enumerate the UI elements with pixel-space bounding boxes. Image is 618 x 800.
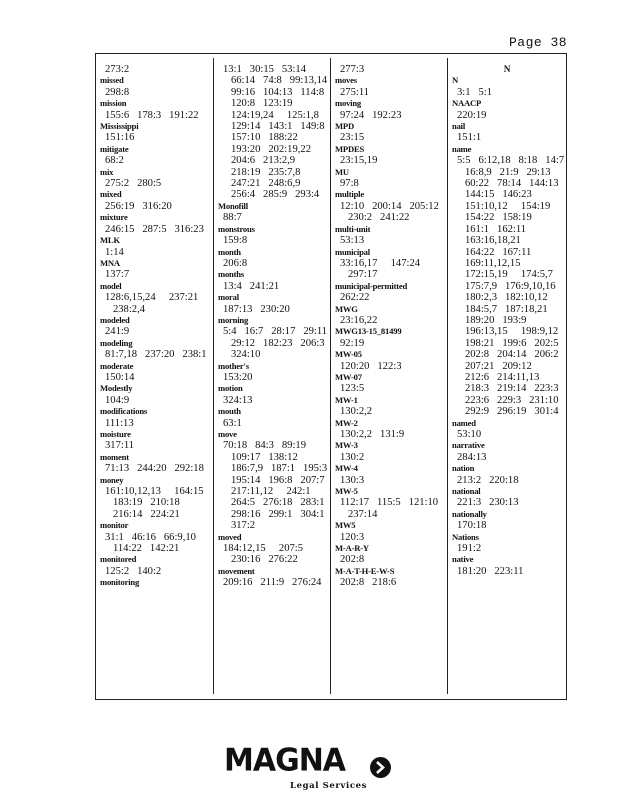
arrow-circle-icon <box>370 757 391 778</box>
index-reference: 161:10,12,13 164:15 <box>105 486 204 498</box>
index-term: Nations <box>452 531 479 542</box>
index-term: MW-4 <box>335 463 358 474</box>
index-reference: 298:16 299:1 304:1 <box>223 508 325 520</box>
index-term: mission <box>100 98 127 109</box>
index-reference: 180:2,3 182:10,12 <box>457 292 548 304</box>
index-reference: 183:19 210:18 <box>105 497 180 509</box>
index-reference: 99:16 104:13 114:8 <box>223 86 325 98</box>
index-reference: 71:13 244:20 292:18 <box>105 463 204 475</box>
index-term: motion <box>218 383 243 394</box>
index-reference: 275:2 280:5 <box>105 178 162 190</box>
index-reference: 317:2 <box>223 520 256 532</box>
index-reference: 297:17 <box>340 269 378 281</box>
index-reference: 206:8 <box>223 257 248 269</box>
index-reference: 187:13 230:20 <box>223 303 290 315</box>
index-term: monitoring <box>100 577 140 588</box>
index-reference: 209:16 211:9 276:24 <box>223 577 322 589</box>
index-term: MW-3 <box>335 440 358 451</box>
index-term: MW-07 <box>335 371 362 382</box>
index-term: narrative <box>452 440 485 451</box>
index-reference: 181:20 223:11 <box>457 565 524 577</box>
index-reference: 277:3 <box>340 64 365 75</box>
index-reference: 256:4 285:9 293:4 <box>223 189 320 201</box>
index-term: mitigate <box>100 143 129 154</box>
index-reference: 114:22 142:21 <box>105 543 180 555</box>
index-term: moved <box>218 531 242 542</box>
index-term: monitored <box>100 554 137 565</box>
index-term: months <box>218 269 245 280</box>
index-reference: 155:6 178:3 191:22 <box>105 109 199 121</box>
index-term: MU <box>335 166 349 177</box>
index-term: movement <box>218 565 255 576</box>
index-term: nail <box>452 121 466 132</box>
index-term: MW-1 <box>335 394 358 405</box>
index-reference: 120:20 122:3 <box>340 360 402 372</box>
index-term: mixture <box>100 212 128 223</box>
index-term: MPDES <box>335 143 365 154</box>
index-reference: 12:10 200:14 205:12 <box>340 200 439 212</box>
logo-subtitle: Legal Services <box>290 781 367 791</box>
index-term: Monofill <box>218 200 248 211</box>
index-reference: 13:4 241:21 <box>223 280 280 292</box>
index-reference: 238:2,4 <box>105 303 146 315</box>
index-reference: 184:12,15 207:5 <box>223 543 304 555</box>
index-reference: 218:19 235:7,8 <box>223 166 301 178</box>
index-term: money <box>100 474 124 485</box>
index-reference: 63:1 <box>223 417 242 429</box>
index-reference: 60:22 78:14 144:13 <box>457 178 559 190</box>
index-reference: 5:5 6:12,18 8:18 14:7 <box>457 155 565 167</box>
index-reference: 151:16 <box>105 132 135 144</box>
index-term: N <box>452 75 459 86</box>
index-term: MW5 <box>335 520 356 531</box>
index-reference: 169:11,12,15 <box>457 257 521 269</box>
index-reference: 109:17 138:12 <box>223 451 298 463</box>
index-reference: 88:7 <box>223 212 242 224</box>
index-reference: 246:15 287:5 316:23 <box>105 223 204 235</box>
index-reference: 298:8 <box>105 86 130 98</box>
index-term: MW-05 <box>335 349 362 360</box>
index-reference: 230:16 276:22 <box>223 554 298 566</box>
index-term: nationally <box>452 508 487 519</box>
index-term: MPD <box>335 121 354 132</box>
index-term: moisture <box>100 429 131 439</box>
index-reference: 220:19 <box>457 109 487 121</box>
index-reference: 111:13 <box>105 417 134 429</box>
index-reference: 221:3 230:13 <box>457 497 519 509</box>
index-reference: 256:19 316:20 <box>105 200 172 212</box>
index-term: model <box>100 280 122 291</box>
index-term: modeled <box>100 314 130 325</box>
index-term: NAACP <box>452 98 482 109</box>
index-reference: 130:3 <box>340 474 365 486</box>
index-term: national <box>452 486 481 497</box>
index-term: multi-unit <box>335 223 371 234</box>
index-term: municipal-permitted <box>335 280 408 291</box>
index-column-4 <box>452 64 565 577</box>
index-term: monstrous <box>218 223 255 234</box>
index-reference: 172:15,19 174:5,7 <box>457 269 553 281</box>
index-reference: 284:13 <box>457 451 487 463</box>
index-reference: 31:1 46:16 66:9,10 <box>105 531 196 543</box>
index-term: M-A-R-Y <box>335 543 369 554</box>
index-reference: 123:5 <box>340 383 365 395</box>
index-reference: 81:7,18 237:20 238:1 <box>105 349 207 361</box>
index-term: nation <box>452 463 475 474</box>
index-column-1 <box>100 64 208 589</box>
index-reference: 191:2 <box>457 543 482 555</box>
index-term: N <box>503 64 511 74</box>
index-reference: 264:5 276:18 283:1 <box>223 497 325 509</box>
index-reference: 196:13,15 198:9,12 <box>457 326 559 338</box>
index-term: month <box>218 246 241 257</box>
index-reference: 53:13 <box>340 235 365 247</box>
index-term: moving <box>335 98 362 109</box>
index-reference: 262:22 <box>340 292 370 304</box>
index-reference: 23:15,19 <box>340 155 378 167</box>
index-term: native <box>452 554 474 565</box>
index-term: Mississippi <box>100 121 139 132</box>
index-term: MWG <box>335 303 358 314</box>
index-reference: 213:2 220:18 <box>457 474 519 486</box>
index-reference: 130:2,2 131:9 <box>340 429 405 440</box>
index-reference: 3:1 5:1 <box>457 86 493 98</box>
index-reference: 97:8 <box>340 178 359 190</box>
index-reference: 202:8 <box>340 554 365 566</box>
index-reference: 157:10 188:22 <box>223 132 298 144</box>
index-reference: 324:13 <box>223 394 253 406</box>
index-term: morning <box>218 314 249 325</box>
index-reference: 163:16,18,21 <box>457 235 521 247</box>
index-term: mixed <box>100 189 122 200</box>
index-reference: 154:22 158:19 <box>457 212 532 224</box>
index-reference: 92:19 <box>340 337 365 349</box>
index-reference: 153:20 <box>223 371 253 383</box>
index-reference: 104:9 <box>105 394 130 406</box>
index-reference: 128:6,15,24 237:21 <box>105 292 199 304</box>
index-reference: 23:16,22 <box>340 314 378 326</box>
index-reference: 241:9 <box>105 326 130 338</box>
index-term: mouth <box>218 406 241 417</box>
index-term: monitor <box>100 520 129 531</box>
index-reference: 207:21 209:12 <box>457 360 532 372</box>
index-term: name <box>452 143 472 154</box>
index-reference: 195:14 196:8 207:7 <box>223 474 325 486</box>
index-term: MWG13-15_81499 <box>335 326 402 337</box>
index-reference: 292:9 296:19 301:4 <box>457 406 559 418</box>
logo-wordmark: MAGNA <box>224 742 346 779</box>
index-reference: 150:14 <box>105 371 135 383</box>
index-reference: 275:11 <box>340 86 370 98</box>
index-reference: 186:7,9 187:1 195:3 <box>223 463 328 475</box>
index-reference: 217:11,12 242:1 <box>223 486 311 498</box>
index-reference: 13:1 30:15 53:14 <box>223 64 306 75</box>
index-term: MW-5 <box>335 486 358 497</box>
index-reference: 189:20 193:9 <box>457 314 527 326</box>
index-term: move <box>218 429 237 439</box>
index-reference: 223:6 229:3 231:10 <box>457 394 559 406</box>
index-reference: 130:2 <box>340 451 365 463</box>
index-reference: 66:14 74:8 99:13,14 <box>223 75 328 87</box>
index-reference: 317:11 <box>105 440 135 452</box>
index-reference: 29:12 182:23 206:3 <box>223 337 325 349</box>
index-reference: 23:15 <box>340 132 365 144</box>
index-reference: 159:8 <box>223 235 248 247</box>
index-reference: 247:21 248:6,9 <box>223 178 301 190</box>
index-term: mix <box>100 166 114 177</box>
index-reference: 151:1 <box>457 132 482 144</box>
index-reference: 202:8 204:14 206:2 <box>457 349 559 361</box>
index-term: modeling <box>100 337 133 348</box>
index-reference: 1:14 <box>105 246 124 258</box>
index-column-3 <box>335 64 443 589</box>
index-reference: 130:2,2 <box>340 406 373 418</box>
index-term: MNA <box>100 257 120 268</box>
index-reference: 184:5,7 187:18,21 <box>457 303 548 315</box>
index-reference: 324:10 <box>223 349 261 361</box>
index-reference: 161:1 162:11 <box>457 223 527 235</box>
index-term: MW-2 <box>335 417 358 428</box>
index-reference: 70:18 84:3 89:19 <box>223 440 306 452</box>
index-reference: 5:4 16:7 28:17 29:11 <box>223 326 328 338</box>
column-divider <box>330 58 331 694</box>
index-reference: 164:22 167:11 <box>457 246 532 258</box>
magna-logo <box>224 742 396 793</box>
index-reference: 198:21 199:6 202:5 <box>457 337 559 349</box>
index-term: named <box>452 417 476 428</box>
index-term: municipal <box>335 246 370 257</box>
index-reference: 112:17 115:5 121:10 <box>340 497 439 509</box>
index-reference: 202:8 218:6 <box>340 577 397 589</box>
index-reference: 273:2 <box>105 64 130 75</box>
index-reference: 53:10 <box>457 429 482 440</box>
column-divider <box>213 58 214 694</box>
index-reference: 68:2 <box>105 155 124 167</box>
index-reference: 129:14 143:1 149:8 <box>223 121 325 133</box>
index-term: moves <box>335 75 357 86</box>
index-term: missed <box>100 75 124 86</box>
index-reference: 175:7,9 176:9,10,16 <box>457 280 556 292</box>
index-reference: 124:19,24 125:1,8 <box>223 109 319 121</box>
column-divider <box>447 58 448 694</box>
index-reference: 120:3 <box>340 531 365 543</box>
index-reference: 125:2 140:2 <box>105 565 162 577</box>
index-reference: 97:24 192:23 <box>340 109 402 121</box>
index-reference: 212:6 214:11,13 <box>457 371 540 383</box>
index-reference: 216:14 224:21 <box>105 508 180 520</box>
index-reference: 137:7 <box>105 269 130 281</box>
index-term: moral <box>218 292 239 303</box>
index-reference: 151:10,12 154:19 <box>457 200 551 212</box>
index-column-2 <box>218 64 326 589</box>
index-reference: 144:15 146:23 <box>457 189 532 201</box>
index-reference: 120:8 123:19 <box>223 98 293 110</box>
index-reference: 170:18 <box>457 520 487 532</box>
index-term: mother's <box>218 360 249 371</box>
index-term: moment <box>100 451 129 462</box>
index-term: multiple <box>335 189 364 200</box>
index-term: M-A-T-H-E-W-S <box>335 565 395 576</box>
index-term: moderate <box>100 360 134 371</box>
index-reference: 33:16,17 147:24 <box>340 257 421 269</box>
index-reference: 204:6 213:2,9 <box>223 155 296 167</box>
index-term: Modestly <box>100 383 133 394</box>
index-term: MLK <box>100 235 120 246</box>
index-reference: 16:8,9 21:9 29:13 <box>457 166 551 178</box>
index-reference: 230:2 241:22 <box>340 212 410 224</box>
index-reference: 237:14 <box>340 508 378 520</box>
page-number: Page 38 <box>509 35 568 50</box>
index-reference: 218:3 219:14 223:3 <box>457 383 559 395</box>
index-reference: 193:20 202:19,22 <box>223 143 311 155</box>
index-term: modifications <box>100 406 148 417</box>
